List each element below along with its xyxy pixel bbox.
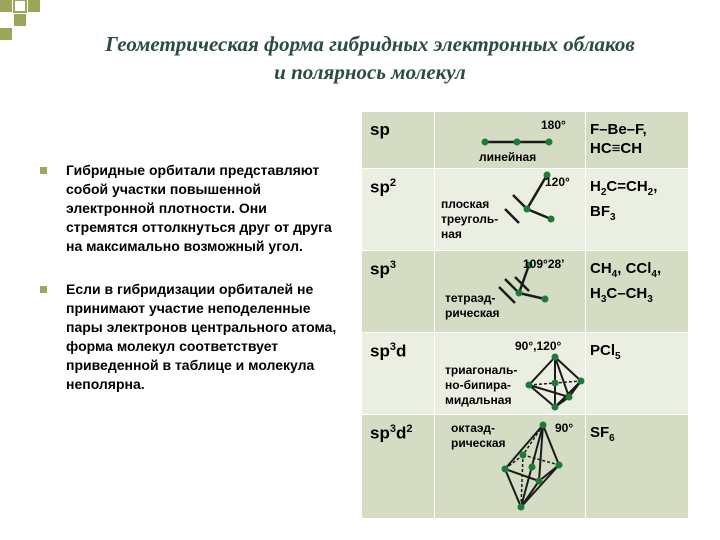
example-cell bbox=[586, 251, 689, 333]
hybridization-base: sp bbox=[370, 341, 390, 361]
bullet-square-icon bbox=[40, 167, 47, 174]
hybridization-cell bbox=[362, 112, 435, 169]
hybridization-d: d bbox=[395, 341, 407, 361]
formula-text: CH bbox=[590, 260, 612, 277]
formula-text: , bbox=[653, 178, 658, 195]
table-row bbox=[362, 251, 689, 333]
formula-text: , bbox=[656, 260, 662, 277]
hybridization-type bbox=[362, 112, 434, 140]
formula-text: C=CH bbox=[606, 178, 648, 195]
formula-text: HC≡CH bbox=[590, 140, 643, 157]
geometry-cell bbox=[435, 169, 586, 251]
example-line bbox=[590, 423, 684, 448]
formula-subscript: 3 bbox=[647, 294, 653, 305]
hybridization-type bbox=[362, 415, 434, 444]
example-line bbox=[590, 177, 684, 202]
formula-subscript: 2 bbox=[600, 187, 607, 198]
title-line-1: Геометрическая форма гибридных электронных облаков bbox=[105, 32, 635, 56]
bullet-square-icon bbox=[40, 286, 47, 293]
formula-subscript: 4 bbox=[651, 269, 657, 280]
hybridization-superscript: 3 bbox=[389, 341, 396, 353]
formula-subscript: 5 bbox=[615, 351, 621, 362]
example-line bbox=[590, 202, 684, 227]
shape-line: триагональ- bbox=[445, 363, 518, 377]
bullet-text: Гибридные орбитали представляют собой участки повышенной электронной плотности. Они стремятся оттолкнуться друг от друга на максимально возможный угол. bbox=[66, 162, 332, 254]
formula-subscript: 3 bbox=[600, 294, 607, 305]
shape-line: тетраэд- bbox=[445, 291, 496, 305]
formula-text: H bbox=[590, 285, 601, 302]
formula-text: PCl bbox=[590, 342, 616, 359]
bullet-text: Если в гибридизации орбиталей не принимают участие неподеленные пары электронов центрального атома, форма молекул соответствует приведенной в таблице и молекула неполярна. bbox=[66, 281, 337, 392]
example-line bbox=[590, 341, 684, 366]
hybridization-d: d bbox=[395, 423, 407, 443]
shape-line: линейная bbox=[479, 150, 537, 164]
bullet-list bbox=[40, 161, 340, 418]
formula-text: BF bbox=[590, 203, 610, 220]
example-molecules bbox=[586, 112, 688, 158]
hybridization-cell bbox=[362, 333, 435, 415]
bond-angle: 109°28’ bbox=[523, 257, 565, 271]
geometry-cell bbox=[435, 251, 586, 333]
example-molecules bbox=[586, 251, 688, 309]
hybridization-cell bbox=[362, 251, 435, 333]
hybridization-base: sp bbox=[370, 120, 390, 139]
shape-line: мидальная bbox=[445, 393, 512, 407]
hybridization-superscript: 3 bbox=[389, 259, 396, 271]
molecular-shape bbox=[445, 363, 517, 408]
hybridization-superscript: 2 bbox=[389, 177, 396, 189]
molecular-shape bbox=[479, 150, 536, 165]
geometry-cell bbox=[435, 415, 586, 519]
hybridization-d-superscript: 2 bbox=[406, 423, 413, 435]
formula-subscript: 2 bbox=[647, 187, 654, 198]
hybridization-type bbox=[362, 169, 434, 198]
hybridization-table bbox=[361, 111, 689, 519]
molecular-shape bbox=[441, 197, 498, 242]
formula-text: H bbox=[590, 178, 601, 195]
hybridization-type bbox=[362, 333, 434, 362]
example-molecules bbox=[586, 169, 688, 227]
shape-line: ная bbox=[441, 227, 462, 241]
formula-text: SF bbox=[590, 424, 610, 441]
title-line-2: и полярнось молекул bbox=[274, 60, 466, 84]
bullet-item bbox=[40, 161, 340, 256]
bullet-item bbox=[40, 280, 340, 394]
example-cell bbox=[586, 169, 689, 251]
table-row bbox=[362, 169, 689, 251]
example-line bbox=[590, 139, 684, 158]
example-molecules bbox=[586, 415, 688, 448]
formula-text: , CCl bbox=[617, 260, 652, 277]
formula-text: C–CH bbox=[606, 285, 648, 302]
hybridization-superscript: 3 bbox=[389, 423, 396, 435]
example-cell bbox=[586, 333, 689, 415]
hybridization-type bbox=[362, 251, 434, 280]
shape-line: октаэд- bbox=[451, 421, 495, 435]
slide-title bbox=[40, 30, 700, 86]
example-line bbox=[590, 120, 684, 139]
example-cell bbox=[586, 415, 689, 519]
table-row bbox=[362, 415, 689, 519]
hybridization-cell bbox=[362, 169, 435, 251]
hybridization-base: sp bbox=[370, 177, 390, 197]
hybridization-base: sp bbox=[370, 259, 390, 279]
geometry-cell bbox=[435, 333, 586, 415]
example-cell bbox=[586, 112, 689, 169]
table-row bbox=[362, 333, 689, 415]
bond-angle: 90° bbox=[555, 421, 574, 435]
formula-subscript: 3 bbox=[610, 212, 616, 223]
shape-line: треуголь- bbox=[441, 212, 499, 226]
shape-line: рическая bbox=[445, 306, 500, 320]
bond-angle: 180° bbox=[541, 118, 566, 132]
bond-angle: 120° bbox=[545, 175, 570, 189]
shape-line: но-бипира- bbox=[445, 378, 511, 392]
formula-subscript: 6 bbox=[609, 433, 615, 444]
bond-angle: 90°,120° bbox=[515, 339, 562, 353]
geometry-cell bbox=[435, 112, 586, 169]
shape-line: рическая bbox=[451, 436, 506, 450]
hybridization-base: sp bbox=[370, 423, 390, 443]
formula-subscript: 4 bbox=[611, 269, 618, 280]
table-row bbox=[362, 112, 689, 169]
example-line bbox=[590, 259, 684, 284]
molecular-shape bbox=[445, 291, 500, 321]
shape-line: плоская bbox=[441, 197, 490, 211]
hybridization-cell bbox=[362, 415, 435, 519]
example-line bbox=[590, 284, 684, 309]
formula-text: F–Be–F, bbox=[590, 121, 647, 138]
molecular-shape bbox=[451, 421, 506, 451]
example-molecules bbox=[586, 333, 688, 366]
